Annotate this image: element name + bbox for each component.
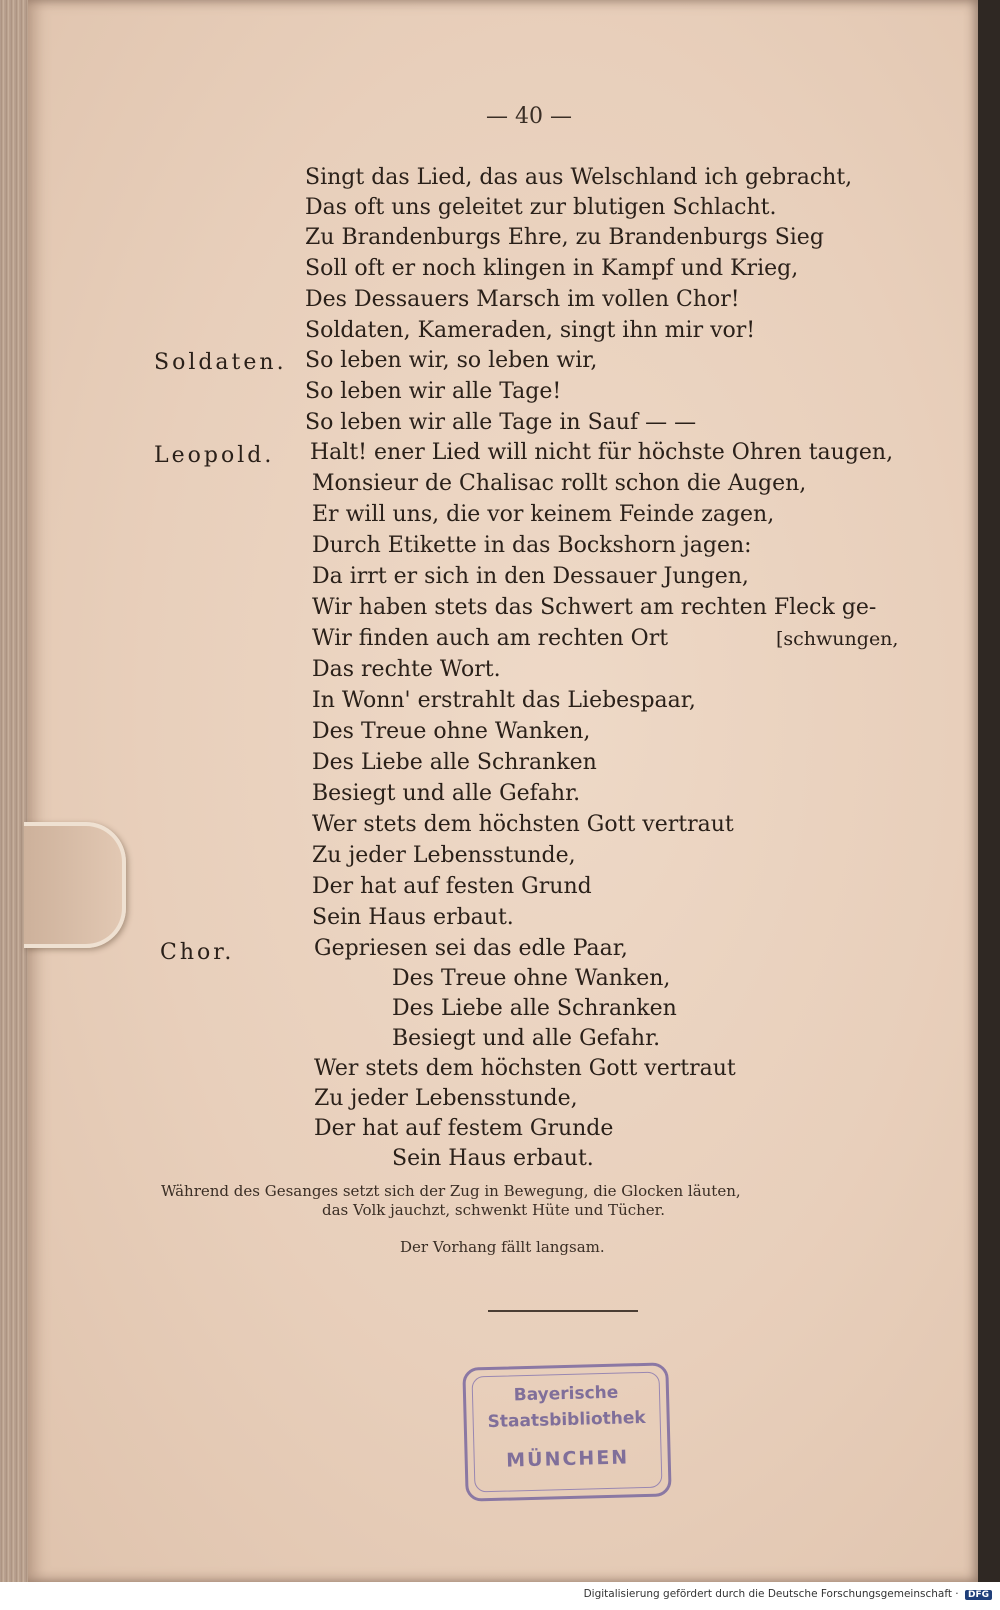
stamp-line-2: Staatsbibliothek	[487, 1407, 646, 1433]
verse-line-24: Der hat auf festen Grund	[312, 874, 592, 899]
verse-line-15: Wir haben stets das Schwert am rechten Fleck ge-	[312, 595, 877, 620]
stage-direction-line-2: das Volk jauchzt, schwenkt Hüte und Tücher.	[322, 1201, 665, 1219]
library-stamp	[462, 1362, 671, 1501]
verse-line-6: Soldaten, Kameraden, singt ihn mir vor!	[305, 318, 756, 343]
dfg-logo: DFG	[965, 1590, 992, 1600]
verse-line-3: Zu Brandenburgs Ehre, zu Brandenburgs Sieg	[305, 225, 824, 250]
verse-line-19: Des Treue ohne Wanken,	[312, 719, 591, 744]
verse-line-21: Besiegt und alle Gefahr.	[312, 781, 581, 806]
verse-line-9: So leben wir alle Tage in Sauf — —	[305, 410, 697, 435]
speaker-soldaten: Soldaten.	[154, 350, 287, 375]
bookmark-tab	[24, 822, 126, 948]
verse-line-12: Er will uns, die vor keinem Feinde zagen,	[312, 502, 775, 527]
verse-line-13: Durch Etikette in das Bockshorn jagen:	[312, 533, 752, 558]
verse-line-7: So leben wir, so leben wir,	[305, 348, 598, 373]
verse-line-2: Das oft uns geleitet zur blutigen Schlacht.	[305, 195, 777, 220]
verse-line-30: Wer stets dem höchsten Gott vertraut	[314, 1056, 736, 1081]
closing-rule	[488, 1310, 638, 1312]
verse-line-33: Sein Haus erbaut.	[392, 1146, 594, 1171]
verse-line-14: Da irrt er sich in den Dessauer Jungen,	[312, 564, 749, 589]
verse-line-11: Monsieur de Chalisac rollt schon die Augen,	[312, 471, 807, 496]
verse-line-10: Halt! ener Lied will nicht für höchste Ohren taugen,	[310, 440, 894, 465]
digitization-credit-text: Digitalisierung gefördert durch die Deutsche Forschungsgemeinschaft ·	[583, 1588, 959, 1600]
book-page	[28, 0, 980, 1582]
stage-direction-line-1: Während des Gesanges setzt sich der Zug in Bewegung, die Glocken läuten,	[161, 1182, 741, 1200]
digitization-credit	[584, 1588, 992, 1600]
verse-line-5: Des Dessauers Marsch im vollen Chor!	[305, 287, 740, 312]
verse-line-20: Des Liebe alle Schranken	[312, 750, 597, 775]
verse-line-28: Des Liebe alle Schranken	[392, 996, 677, 1021]
verse-line-16-hyphen-continuation: [schwungen,	[776, 628, 899, 650]
verse-line-32: Der hat auf festem Grunde	[314, 1116, 614, 1141]
verse-line-27: Des Treue ohne Wanken,	[392, 966, 671, 991]
verse-line-23: Zu jeder Lebensstunde,	[312, 843, 576, 868]
speaker-leopold: Leopold.	[154, 443, 275, 468]
verse-line-29: Besiegt und alle Gefahr.	[392, 1026, 661, 1051]
stamp-line-1: Bayerische	[513, 1382, 619, 1406]
verse-line-22: Wer stets dem höchsten Gott vertraut	[312, 812, 734, 837]
stamp-line-3: MÜNCHEN	[505, 1446, 630, 1472]
speaker-chor: Chor.	[160, 940, 235, 965]
verse-line-25: Sein Haus erbaut.	[312, 905, 514, 930]
page-number: — 40 —	[486, 104, 572, 129]
verse-line-17: Das rechte Wort.	[312, 657, 501, 682]
verse-line-4: Soll oft er noch klingen in Kampf und Krieg,	[305, 256, 799, 281]
verse-line-18: In Wonn' erstrahlt das Liebespaar,	[312, 688, 696, 713]
verse-line-16: Wir finden auch am rechten Ort	[312, 626, 669, 651]
verse-line-26: Gepriesen sei das edle Paar,	[314, 936, 628, 961]
book-spine-edge	[978, 0, 1000, 1582]
verse-line-1: Singt das Lied, das aus Welschland ich gebracht,	[305, 165, 853, 190]
verse-line-31: Zu jeder Lebensstunde,	[314, 1086, 578, 1111]
stage-direction-curtain: Der Vorhang fällt langsam.	[400, 1238, 605, 1256]
verse-line-8: So leben wir alle Tage!	[305, 379, 562, 404]
